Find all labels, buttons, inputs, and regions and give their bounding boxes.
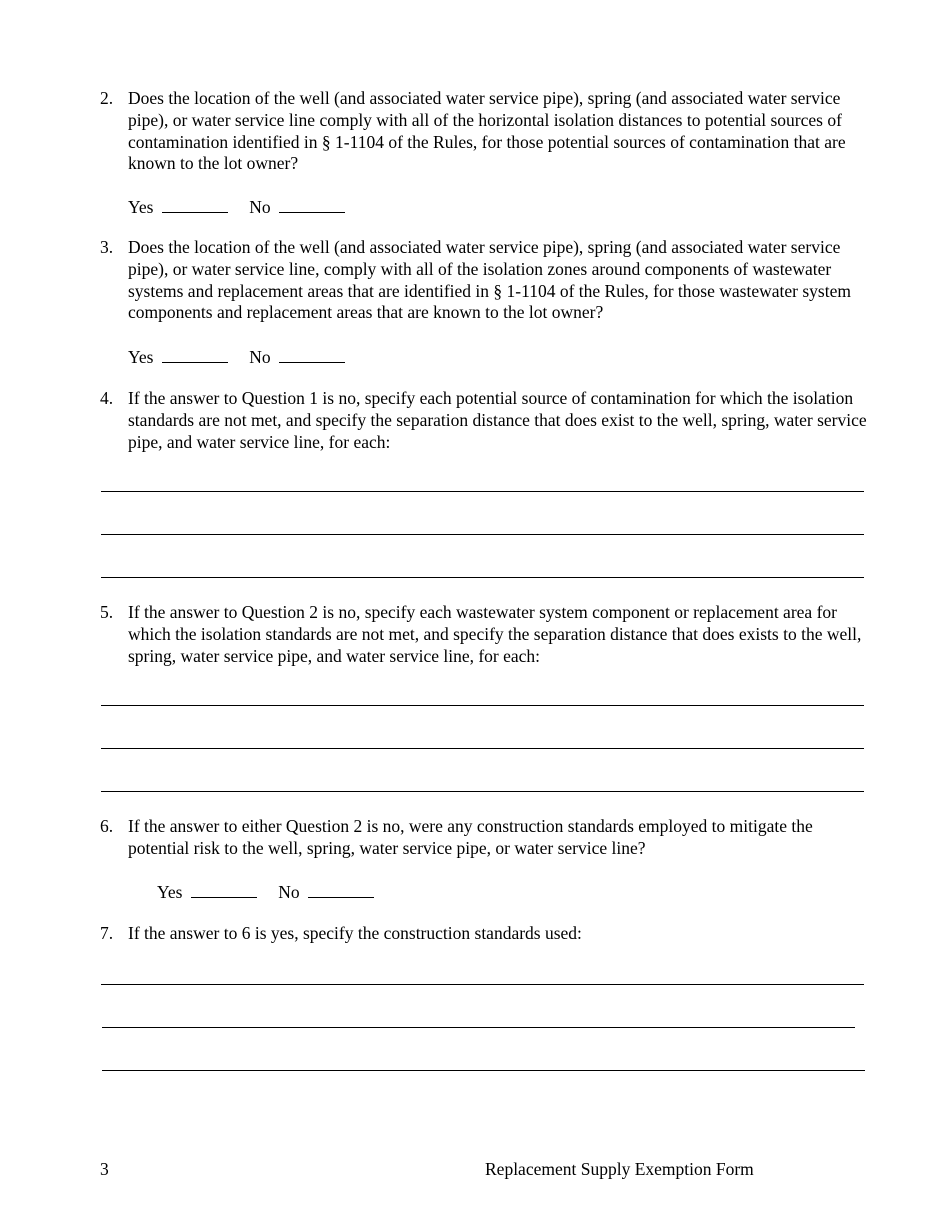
yes-blank[interactable] (162, 195, 228, 213)
question-number: 7. (100, 923, 114, 943)
no-blank[interactable] (279, 345, 345, 363)
answer-line[interactable] (102, 1070, 865, 1071)
question-text: Does the location of the well (and associated water service pipe), spring (and associated water service pipe), or water service line, comply with all of the isolation zones around components of wastewater systems and replacement areas that are identified in § 1-1104 of the Rules, for those wastewater system components and replacement areas that are known to the lot owner? (128, 237, 851, 323)
question-7 (100, 923, 870, 945)
question-5 (100, 602, 870, 667)
question-number: 2. (100, 88, 114, 108)
answer-line[interactable] (101, 748, 864, 749)
page-number: 3 (100, 1159, 109, 1179)
yes-no-answer-q3 (128, 345, 345, 369)
answer-line[interactable] (101, 705, 864, 706)
question-6 (100, 816, 870, 860)
yes-label: Yes (128, 197, 154, 217)
yes-no-answer-q6 (157, 880, 374, 904)
question-number: 4. (100, 388, 114, 408)
answer-line[interactable] (101, 791, 864, 792)
yes-no-answer-q2 (128, 195, 345, 219)
answer-line[interactable] (102, 1027, 855, 1028)
answer-line[interactable] (101, 491, 864, 492)
answer-line[interactable] (101, 984, 864, 985)
question-text: If the answer to either Question 2 is no, were any construction standards employed to mitigate the potential risk to the well, spring, water service pipe, or water service line? (128, 816, 813, 858)
answer-line[interactable] (101, 534, 864, 535)
answer-line[interactable] (101, 577, 864, 578)
form-title: Replacement Supply Exemption Form (485, 1159, 754, 1179)
question-number: 5. (100, 602, 114, 622)
question-4 (100, 388, 870, 453)
question-number: 3. (100, 237, 114, 257)
no-blank[interactable] (279, 195, 345, 213)
no-label: No (278, 882, 300, 902)
question-text: If the answer to 6 is yes, specify the construction standards used: (128, 923, 582, 943)
yes-label: Yes (157, 882, 183, 902)
yes-blank[interactable] (191, 880, 257, 898)
yes-blank[interactable] (162, 345, 228, 363)
question-number: 6. (100, 816, 114, 836)
question-3 (100, 237, 870, 324)
no-blank[interactable] (308, 880, 374, 898)
question-text: If the answer to Question 1 is no, specify each potential source of contamination for which the isolation standards are not met, and specify the separation distance that does exist to the well, spring, water service pipe, and water service line, for each: (128, 388, 867, 452)
no-label: No (249, 197, 271, 217)
question-2 (100, 88, 870, 175)
no-label: No (249, 347, 271, 367)
question-text: If the answer to Question 2 is no, specify each wastewater system component or replacement area for which the isolation standards are not met, and specify the separation distance that does exists to the well, spring, water service pipe, and water service line, for each: (128, 602, 862, 666)
question-text: Does the location of the well (and associated water service pipe), spring (and associated water service pipe), or water service line comply with all of the horizontal isolation distances to potential sources of contamination identified in § 1-1104 of the Rules, for those potential sources of contamination that are known to the lot owner? (128, 88, 846, 174)
yes-label: Yes (128, 347, 154, 367)
